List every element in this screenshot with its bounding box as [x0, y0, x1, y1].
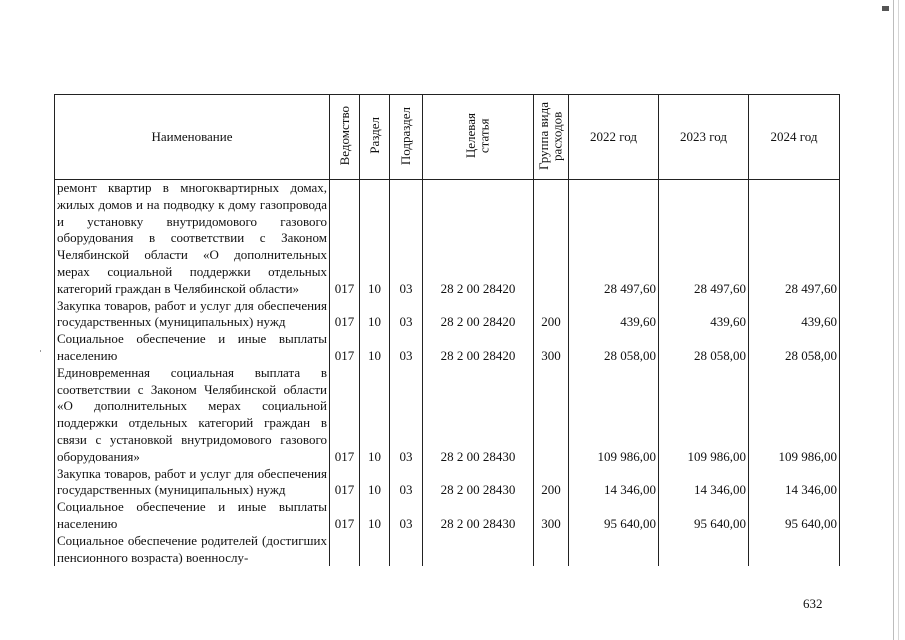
row-2023: 109 986,00	[659, 365, 749, 466]
page-edge-line-outer	[898, 0, 899, 640]
row-2023	[659, 533, 749, 567]
row-2024: 14 346,00	[749, 466, 840, 500]
row-2024	[749, 533, 840, 567]
row-2023: 14 346,00	[659, 466, 749, 500]
row-target-article	[423, 533, 534, 567]
budget-table	[54, 94, 840, 566]
row-name: ремонт квартир в многоквартирных домах, жилых домов и на подводку к дому газопровода и установку внутридомового газового оборудования в соответствии с Законом Челябинской области «О дополнительных мерах социальной поддержки отдельных категорий граждан в Челябинской области»	[55, 180, 330, 298]
row-2023: 439,60	[659, 298, 749, 332]
header-2022: 2022 год	[569, 95, 659, 180]
header-2023: 2023 год	[659, 95, 749, 180]
header-2024: 2024 год	[749, 95, 840, 180]
row-2022: 95 640,00	[569, 499, 659, 533]
row-2024: 109 986,00	[749, 365, 840, 466]
row-name: Социальное обеспечение родителей (достигших пенсионного возраста) военнослу-	[55, 533, 330, 567]
row-2022	[569, 533, 659, 567]
table-row	[55, 298, 840, 332]
row-expense-group	[534, 180, 569, 298]
row-vedomstvo: 017	[330, 298, 360, 332]
header-podrazdel: Подраздел	[390, 95, 423, 180]
row-target-article: 28 2 00 28420	[423, 331, 534, 365]
row-razdel	[360, 533, 390, 567]
row-vedomstvo: 017	[330, 365, 360, 466]
header-expense-group: Группа вида расходов	[534, 95, 569, 180]
row-2022: 14 346,00	[569, 466, 659, 500]
row-2024: 95 640,00	[749, 499, 840, 533]
row-vedomstvo: 017	[330, 331, 360, 365]
row-name: Закупка товаров, работ и услуг для обеспечения государственных (муниципальных) нужд	[55, 466, 330, 500]
table-header	[55, 95, 840, 180]
row-2023: 28 497,60	[659, 180, 749, 298]
row-2022: 28 058,00	[569, 331, 659, 365]
row-target-article: 28 2 00 28430	[423, 466, 534, 500]
row-expense-group: 200	[534, 466, 569, 500]
row-target-article: 28 2 00 28420	[423, 180, 534, 298]
row-podrazdel: 03	[390, 298, 423, 332]
row-2023: 28 058,00	[659, 331, 749, 365]
row-name: Социальное обеспечение и иные выплаты населению	[55, 499, 330, 533]
row-razdel: 10	[360, 365, 390, 466]
row-expense-group: 300	[534, 499, 569, 533]
row-razdel: 10	[360, 331, 390, 365]
row-podrazdel: 03	[390, 499, 423, 533]
table-row	[55, 331, 840, 365]
header-name: Наименование	[55, 95, 330, 180]
row-2022: 439,60	[569, 298, 659, 332]
page-edge-line	[893, 0, 894, 640]
margin-mark	[40, 350, 41, 352]
row-2022: 28 497,60	[569, 180, 659, 298]
row-target-article: 28 2 00 28420	[423, 298, 534, 332]
row-expense-group: 200	[534, 298, 569, 332]
table-row	[55, 533, 840, 567]
row-2024: 28 058,00	[749, 331, 840, 365]
row-expense-group	[534, 365, 569, 466]
row-name: Закупка товаров, работ и услуг для обеспечения государственных (муниципальных) нужд	[55, 298, 330, 332]
row-2022: 109 986,00	[569, 365, 659, 466]
page-number: 632	[803, 596, 823, 611]
row-name: Единовременная социальная выплата в соответствии с Законом Челябинской области «О дополнительных мерах социальной поддержки отдельных категорий граждан в связи с установкой внутридомового газового оборудования»	[55, 365, 330, 466]
header-target-article: Целевая статья	[423, 95, 534, 180]
row-podrazdel: 03	[390, 466, 423, 500]
row-expense-group	[534, 533, 569, 567]
row-podrazdel: 03	[390, 365, 423, 466]
row-razdel: 10	[360, 298, 390, 332]
row-vedomstvo: 017	[330, 499, 360, 533]
table-row	[55, 180, 840, 298]
table-row	[55, 499, 840, 533]
row-podrazdel: 03	[390, 331, 423, 365]
row-razdel: 10	[360, 499, 390, 533]
table-row	[55, 466, 840, 500]
row-target-article: 28 2 00 28430	[423, 499, 534, 533]
row-expense-group: 300	[534, 331, 569, 365]
scan-corner-mark	[882, 6, 889, 11]
row-target-article: 28 2 00 28430	[423, 365, 534, 466]
row-name: Социальное обеспечение и иные выплаты населению	[55, 331, 330, 365]
row-2024: 28 497,60	[749, 180, 840, 298]
row-2024: 439,60	[749, 298, 840, 332]
header-razdel: Раздел	[360, 95, 390, 180]
row-vedomstvo: 017	[330, 466, 360, 500]
row-razdel: 10	[360, 466, 390, 500]
row-podrazdel: 03	[390, 180, 423, 298]
header-vedomstvo: Ведомство	[330, 95, 360, 180]
row-2023: 95 640,00	[659, 499, 749, 533]
row-razdel: 10	[360, 180, 390, 298]
row-podrazdel	[390, 533, 423, 567]
table-row	[55, 365, 840, 466]
row-vedomstvo: 017	[330, 180, 360, 298]
row-vedomstvo	[330, 533, 360, 567]
